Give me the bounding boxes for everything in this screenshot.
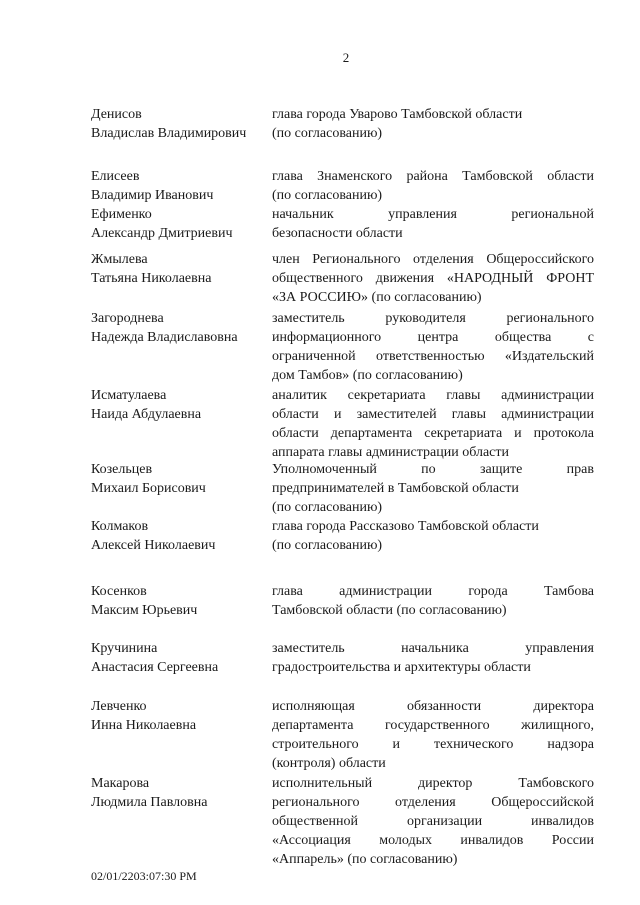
member-position <box>272 250 594 307</box>
position-line: регионального отделения Общероссийской <box>272 795 594 810</box>
position-line: глава города Уварово Тамбовской области <box>272 107 523 122</box>
member-name <box>91 105 267 143</box>
member-given-names: Владислав Владимирович <box>91 126 247 141</box>
member-surname: Колмаков <box>91 519 149 534</box>
position-line: начальник управления региональной <box>272 207 594 222</box>
position-line: аналитик секретариата главы администрации <box>272 388 594 403</box>
member-given-names: Инна Николаевна <box>91 718 197 733</box>
position-line: дом Тамбов» (по согласованию) <box>272 368 463 383</box>
member-surname: Исматулаева <box>91 388 167 403</box>
position-line: заместитель руководителя регионального <box>272 311 594 326</box>
member-given-names: Наида Абдулаевна <box>91 407 202 422</box>
position-line: (по согласованию) <box>272 538 383 553</box>
member-surname: Елисеев <box>91 169 140 184</box>
position-line: глава Знаменского района Тамбовской области <box>272 169 594 184</box>
member-position <box>272 167 594 205</box>
member-given-names: Татьяна Николаевна <box>91 271 212 286</box>
print-timestamp: 02/01/2203:07:30 PM <box>91 869 197 883</box>
member-position <box>272 105 594 143</box>
position-line: предпринимателей в Тамбовской области <box>272 481 519 496</box>
position-line: аппарата главы администрации области <box>272 445 509 460</box>
position-line: глава администрации города Тамбова <box>272 584 594 599</box>
position-line: Уполномоченный по защите прав <box>272 462 594 477</box>
position-line: исполняющая обязанности директора <box>272 699 594 714</box>
member-position <box>272 697 594 773</box>
member-given-names: Надежда Владиславовна <box>91 330 238 345</box>
page-number: 2 <box>342 50 350 65</box>
position-line: «Ассоциация молодых инвалидов России <box>272 833 594 848</box>
position-line: области департамента секретариата и протокола <box>272 426 594 441</box>
position-line: исполнительный директор Тамбовского <box>272 776 594 791</box>
member-name <box>91 460 267 498</box>
member-position <box>272 774 594 869</box>
member-name <box>91 167 267 205</box>
member-surname: Денисов <box>91 107 142 122</box>
member-surname: Левченко <box>91 699 147 714</box>
member-position <box>272 517 594 555</box>
member-given-names: Анастасия Сергеевна <box>91 660 219 675</box>
member-surname: Загороднева <box>91 311 164 326</box>
position-line: ограниченной ответственностью «Издательский <box>272 349 594 364</box>
position-line: (по согласованию) <box>272 188 383 203</box>
member-given-names: Александр Дмитриевич <box>91 226 233 241</box>
position-line: «Аппарель» (по согласованию) <box>272 852 458 867</box>
member-position <box>272 460 594 517</box>
member-position <box>272 582 594 620</box>
position-line: департамента государственного жилищного, <box>272 718 594 733</box>
member-name <box>91 774 267 812</box>
member-surname: Козельцев <box>91 462 153 477</box>
position-line: информационного центра общества с <box>272 330 594 345</box>
position-line: области и заместителей главы администрации <box>272 407 594 422</box>
position-line: глава города Рассказово Тамбовской области <box>272 519 539 534</box>
position-line: безопасности области <box>272 226 403 241</box>
member-name <box>91 697 267 735</box>
member-name <box>91 582 267 620</box>
position-line: член Регионального отделения Общероссийского <box>272 252 594 267</box>
position-line: (по согласованию) <box>272 126 383 141</box>
position-line: «ЗА РОССИЮ» (по согласованию) <box>272 290 482 305</box>
member-given-names: Владимир Иванович <box>91 188 214 203</box>
position-line: Тамбовской области (по согласованию) <box>272 603 507 618</box>
position-line: заместитель начальника управления <box>272 641 594 656</box>
member-given-names: Людмила Павловна <box>91 795 208 810</box>
member-given-names: Михаил Борисович <box>91 481 206 496</box>
member-position <box>272 639 594 677</box>
member-name <box>91 205 267 243</box>
member-name <box>91 639 267 677</box>
position-line: (контроля) области <box>272 756 386 771</box>
member-name <box>91 517 267 555</box>
member-surname: Жмылева <box>91 252 148 267</box>
member-surname: Кручинина <box>91 641 158 656</box>
member-given-names: Алексей Николаевич <box>91 538 216 553</box>
member-position <box>272 205 594 243</box>
position-line: (по согласованию) <box>272 500 383 515</box>
member-surname: Макарова <box>91 776 150 791</box>
position-line: общественной организации инвалидов <box>272 814 594 829</box>
position-line: общественного движения «НАРОДНЫЙ ФРОНТ <box>272 271 594 286</box>
member-position <box>272 309 594 385</box>
member-surname: Ефименко <box>91 207 152 222</box>
member-name <box>91 309 267 347</box>
position-line: градостроительства и архитектуры области <box>272 660 531 675</box>
member-name <box>91 250 267 288</box>
member-surname: Косенков <box>91 584 147 599</box>
position-line: строительного и технического надзора <box>272 737 594 752</box>
member-position <box>272 386 594 462</box>
member-name <box>91 386 267 424</box>
member-given-names: Максим Юрьевич <box>91 603 198 618</box>
